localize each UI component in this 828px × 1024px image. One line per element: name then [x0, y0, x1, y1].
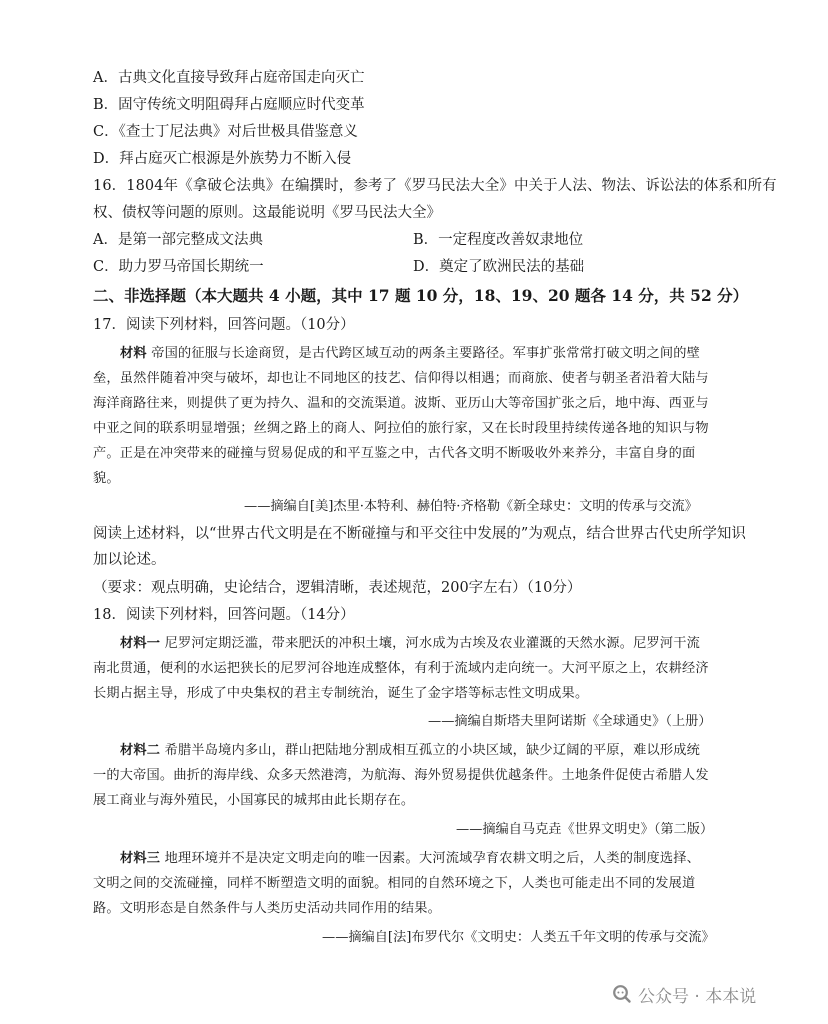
q18-material-2-line-2: 一的大帝国。曲折的海岸线、众多天然港湾，为航海、海外贸易提供优越条件。土地条件促使古希腊人发 [93, 768, 709, 783]
q18-material-1-line-3: 长期占据主导，形成了中央集权的君主专制统治，诞生了金字塔等标志性文明成果。 [93, 686, 589, 701]
q18-material-2-line-1 [120, 741, 700, 761]
q18-material-1-label: 材料一 [120, 636, 161, 651]
watermark [612, 983, 756, 1005]
q16-option-b: B．一定程度改善奴隶地位 [413, 232, 584, 248]
q18-material-3-text: 地理环境并不是决定文明走向的唯一因素。大河流域孕育农耕文明之后，人类的制度选择、 [164, 851, 701, 866]
q18-material-2-text: 希腊半岛境内多山，群山把陆地分割成相互孤立的小块区域，缺少辽阔的平原，难以形成统 [164, 743, 701, 758]
q18-material-3-label: 材料三 [120, 851, 161, 866]
q16-option-a: A．是第一部完整成文法典 [93, 232, 263, 248]
q18-material-1-line-2: 南北贯通，便利的水运把狭长的尼罗河谷地连成整体，有利于流域内走向统一。大河平原之上，农耕经济 [93, 661, 709, 676]
q15-option-b: B．固守传统文明阻碍拜占庭顺应时代变革 [93, 97, 365, 113]
q18-material-3-source: ——摘编自[法]布罗代尔《文明史：人类五千年文明的传承与交流》 [322, 930, 715, 945]
q18-material-2-label: 材料二 [120, 743, 161, 758]
watermark-text: 公众号 · 本本说 [638, 986, 757, 1007]
q17-material-text: 帝国的征服与长途商贸，是古代跨区域互动的两条主要路径。军事扩张常常打破文明之间的壁 [151, 346, 701, 361]
q18-stem: 18．阅读下列材料，回答问题。（14分） [93, 607, 355, 623]
q17-stem: 17．阅读下列材料，回答问题。（10分） [93, 317, 355, 333]
q15-option-a: A．古典文化直接导致拜占庭帝国走向灭亡 [93, 70, 365, 86]
q18-material-2-line-3: 展工商业与海外殖民，小国寡民的城邦由此长期存在。 [93, 793, 415, 808]
q16-stem-line-1: 16．1804年《拿破仑法典》在编撰时，参考了《罗马民法大全》中关于人法、物法、诉讼法的体系和所有 [93, 178, 777, 194]
q17-material-label: 材料 [120, 346, 147, 361]
q18-material-3-line-2: 文明之间的交流碰撞，同样不断塑造文明的面貌。相同的自然环境之下，人类也可能走出不同的发展道 [93, 876, 696, 891]
section-2-heading: 二、非选择题（本大题共 4 小题，其中 17 题 10 分，18、19、20 题各 14 分，共 52 分） [93, 286, 749, 305]
q17-task-line-1: 阅读上述材料，以“世界古代文明是在不断碰撞与和平交往中发展的”为观点，结合世界古代史所学知识 [93, 526, 746, 542]
q18-material-1-text: 尼罗河定期泛滥，带来肥沃的冲积土壤，河水成为古埃及农业灌溉的天然水源。尼罗河干流 [164, 636, 701, 651]
q17-material-line-3: 海洋商路往来，则提供了更为持久、温和的交流渠道。波斯、亚历山大等帝国扩张之后，地中海、西亚与 [93, 396, 709, 411]
q17-material-line-2: 垒，虽然伴随着冲突与破坏，却也让不同地区的技艺、信仰得以相遇；而商旅、使者与朝圣者沿着大陆与 [93, 371, 709, 386]
q18-material-1-source: ——摘编自斯塔夫里阿诺斯《全球通史》（上册） [428, 714, 712, 729]
q18-material-1-line-1 [120, 634, 700, 654]
q17-material-line-5: 产。正是在冲突带来的碰撞与贸易促成的和平互鉴之中，古代各文明不断吸收外来养分，丰富自身的面 [93, 446, 696, 461]
q16-stem-line-2: 权、债权等问题的原则。这最能说明《罗马民法大全》 [93, 205, 441, 221]
q16-option-c: C．助力罗马帝国长期统一 [93, 259, 264, 275]
q17-requirement: （要求：观点明确，史论结合，逻辑清晰，表述规范，200字左右）（10分） [93, 580, 582, 596]
q17-material-line-6: 貌。 [93, 471, 120, 486]
q17-task-line-2: 加以论述。 [93, 552, 166, 568]
wechat-search-icon [612, 984, 632, 1004]
q17-material-line-4: 中亚之间的联系明显增强；丝绸之路上的商人、阿拉伯的旅行家，又在长时段里持续传递各地的知识与物 [93, 421, 709, 436]
q18-material-2-source: ——摘编自马克垚《世界文明史》（第二版） [456, 822, 714, 837]
q15-option-c: C．《查士丁尼法典》对后世极具借鉴意义 [93, 124, 358, 140]
q18-material-3-line-1 [120, 849, 700, 869]
q17-material-line-1 [120, 344, 700, 364]
q15-option-d: D．拜占庭灭亡根源是外族势力不断入侵 [93, 151, 352, 167]
q16-option-d: D．奠定了欧洲民法的基础 [413, 259, 585, 275]
q18-material-3-line-3: 路。文明形态是自然条件与人类历史活动共同作用的结果。 [93, 901, 442, 916]
q17-source: ——摘编自[美]杰里·本特利、赫伯特·齐格勒《新全球史：文明的传承与交流》 [244, 499, 698, 514]
